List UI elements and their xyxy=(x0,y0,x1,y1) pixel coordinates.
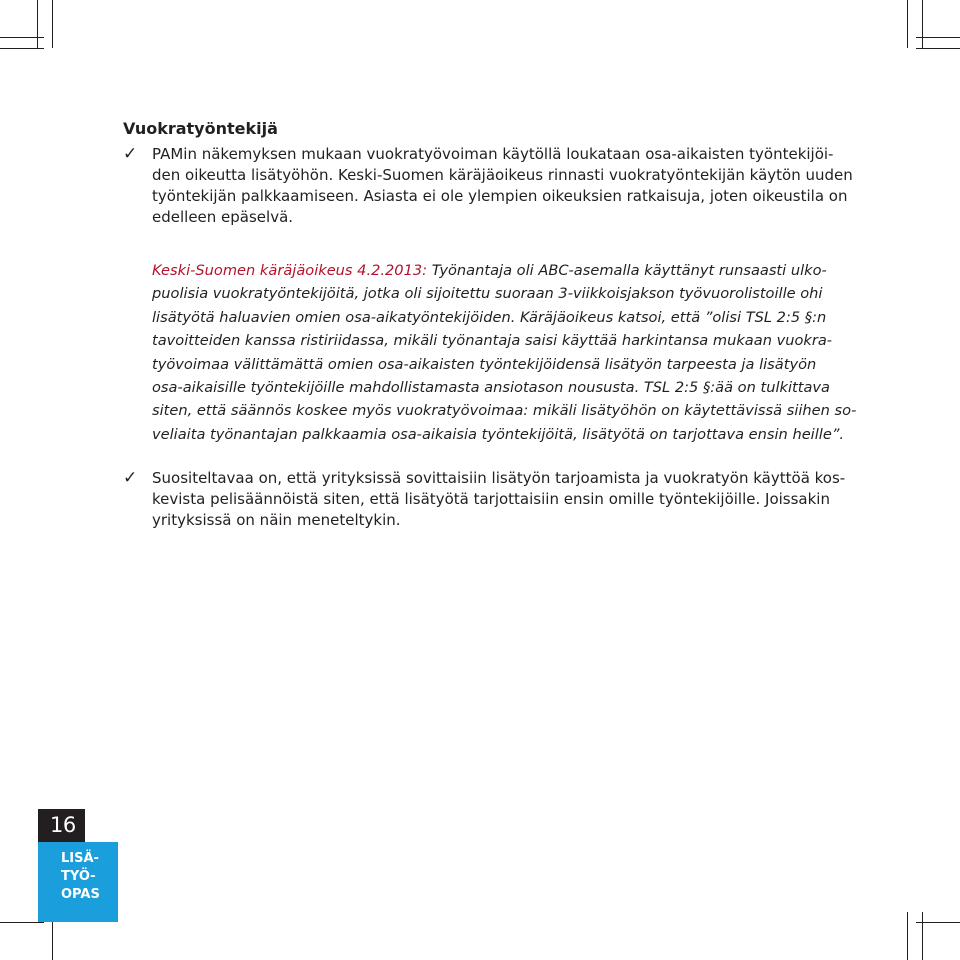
bullet-1-line: edelleen epäselvä. xyxy=(152,208,294,226)
crop-mark-top-center-horizontal xyxy=(0,37,44,38)
crop-mark-bottom-right-horizontal xyxy=(916,922,960,923)
bullet-2-line: Suositeltavaa on, että yrityksissä sovittaisiin lisätyön tarjoamista ja vuokratyön käyttöä kos- xyxy=(152,469,846,487)
crop-mark-top-left-vertical xyxy=(37,0,38,48)
guide-label-line: TYÖ- xyxy=(61,869,96,884)
crop-mark-bottom-left-horizontal xyxy=(0,922,44,923)
crop-mark-top-right-vertical xyxy=(907,0,908,48)
bullet-2-line: yrityksissä on näin meneteltykin. xyxy=(152,511,401,529)
case-line: työvoimaa välittämättä omien osa-aikaisten työntekijöidensä lisätyön tarpeesta ja lisätyön xyxy=(152,355,817,373)
case-line: tavoitteiden kanssa ristiriidassa, mikäli työnantaja saisi käyttää harkintansa mukaan vuokra- xyxy=(152,332,833,350)
crop-mark-bottom-right-vertical xyxy=(907,912,908,960)
bullet-1-line: den oikeutta lisätyöhön. Keski-Suomen käräjäoikeus rinnasti vuokratyöntekijän käytön uuden xyxy=(152,166,853,184)
crop-mark-top-right-horizontal-2 xyxy=(916,37,960,38)
case-first-line xyxy=(152,259,852,282)
court-case-excerpt xyxy=(152,259,857,446)
section-heading: Vuokratyöntekijä xyxy=(123,119,278,138)
bullet-2-line: kevista pelisäännöistä siten, että lisätyötä tarjottaisiin ensin omille työntekijöille. Joissakin xyxy=(152,490,830,508)
case-line: lisätyötä haluavien omien osa-aikatyöntekijöiden. Käräjäoikeus katsoi, että ”olisi TSL 2:5 §:n xyxy=(152,308,827,326)
bullet-1-line: työntekijän palkkaamiseen. Asiasta ei ole ylempien oikeuksien ratkaisuja, joten oikeustila on xyxy=(152,187,848,205)
guide-label-line: OPAS xyxy=(61,887,100,902)
case-first-line-text: Työnantaja oli ABC-asemalla käyttänyt runsaasti ulko- xyxy=(427,262,827,279)
bullet-1-text xyxy=(152,144,853,228)
guide-label xyxy=(61,850,100,904)
case-line: veliaita työnantajan palkkaamia osa-aikaisia työntekijöitä, lisätyötä on tarjottava ensin heille”. xyxy=(152,425,845,443)
crop-mark-top-right-horizontal xyxy=(916,48,960,49)
case-line: siten, että säännös koskee myös vuokratyövoimaa: mikäli lisätyöhön on käytettävissä siihen so- xyxy=(152,402,857,420)
case-citation: Keski-Suomen käräjäoikeus 4.2.2013: xyxy=(152,262,428,279)
case-line: puolisia vuokratyöntekijöitä, jotka oli sijoitettu suoraan 3-viikkoisjakson työvuorolistoille ohi xyxy=(152,285,823,303)
crop-mark-top-right-vertical-2 xyxy=(922,0,923,48)
crop-mark-bottom-right-vertical-2 xyxy=(922,912,923,960)
crop-mark-top-center-vertical xyxy=(52,0,53,48)
crop-mark-top-left-horizontal xyxy=(0,48,44,49)
guide-label-line: LISÄ- xyxy=(61,851,99,866)
bullet-1-line: PAMin näkemyksen mukaan vuokratyövoiman käytöllä loukataan osa-aikaisten työntekijöi- xyxy=(152,145,834,163)
check-mark-icon: ✓ xyxy=(123,144,138,164)
check-mark-icon: ✓ xyxy=(123,468,138,488)
case-line: osa-aikaisille työntekijöille mahdollistamasta ansiotason noususta. TSL 2:5 §:ää on tulkittava xyxy=(152,379,830,397)
bullet-2-text xyxy=(152,468,846,531)
page-number: 16 xyxy=(50,813,76,837)
